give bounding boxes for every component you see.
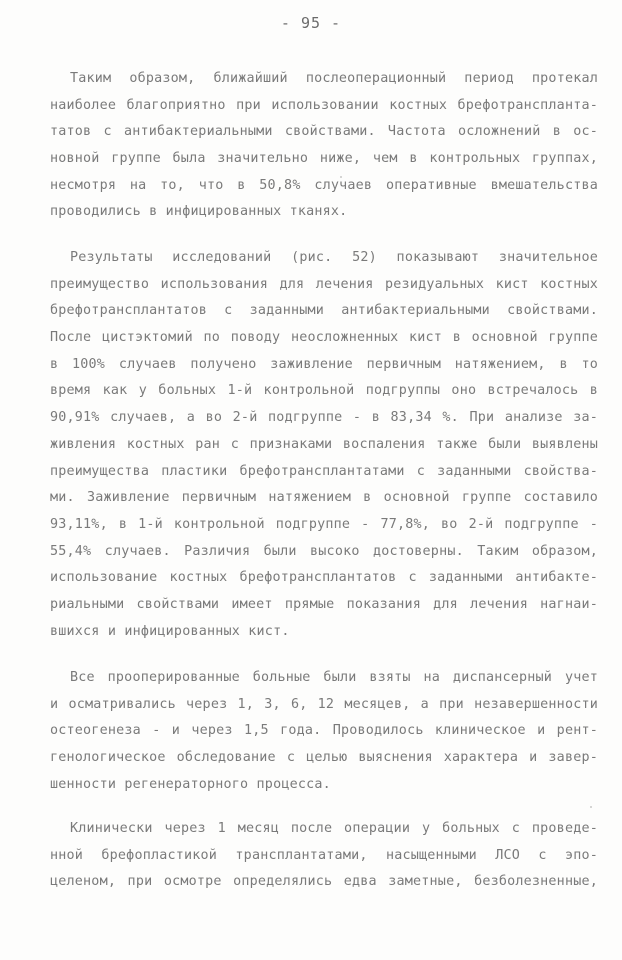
text-line: Таким образом, ближайший послеоперационный период протекал — [70, 71, 598, 86]
text-line: использование костных брефотрансплантатов с заданными антибакте- — [50, 570, 598, 586]
text-line: целеном, при осмотре определялись едва заметные, безболезненные, — [50, 874, 598, 890]
text-line: живления костных ран с признаками воспаления также были выявлены — [50, 436, 598, 452]
text-line: татов с антибактериальными свойствами. Частота осложнений в ос- — [50, 124, 598, 140]
text-line: новной группе была значительно ниже, чем в контрольных группах, — [50, 151, 598, 167]
text-line: генологическое обследование с целью выяснения характера и завер- — [50, 750, 598, 766]
text-line: вшихся и инфицированных кист. — [50, 623, 290, 639]
scan-speck — [340, 176, 342, 178]
text-line: После цистэктомий по поводу неосложненных кист в основной группе — [50, 330, 598, 346]
text-line: несмотря на то, что в 50,8% случаев оперативные вмешательства — [50, 177, 598, 193]
text-line: Результаты исследований (рис. 52) показывают значительное — [70, 250, 598, 265]
text-line: и осматривались через 1, 3, 6, 12 месяцев, а при незавершенности — [50, 696, 598, 712]
text-line: 55,4% случаев. Различия были высоко достоверны. Таким образом, — [50, 543, 598, 559]
scan-speck — [590, 806, 592, 808]
text-line: 93,11%, в 1-й контрольной подгруппе - 77,8%, во 2-й подгруппе - — [50, 516, 598, 532]
text-line: остеогенеза - и через 1,5 года. Проводилось клиническое и рент- — [50, 723, 598, 739]
text-line: наиболее благоприятно при использовании костных брефотранспланта- — [50, 97, 598, 113]
text-line: 90,91% случаев, а во 2-й подгруппе - в 83,34 %. При анализе за- — [50, 410, 598, 426]
text-line: Все прооперированные больные были взяты на диспансерный учет — [70, 670, 598, 685]
paragraph-2 — [50, 245, 598, 645]
text-line: шенности регенераторного процесса. — [50, 776, 331, 792]
page-number: - 95 - — [280, 14, 342, 32]
text-line: брефотрансплантатов с заданными антибактериальными свойствами. — [50, 303, 598, 319]
paragraph-4 — [50, 816, 598, 896]
text-line: ми. Заживление первичным натяжением в основной группе составило — [50, 490, 598, 506]
text-line: время как у больных 1-й контрольной подгруппы оно встречалось в — [50, 383, 598, 399]
text-line: нной брефопластикой трансплантатами, насыщенными ЛСО с эпо- — [50, 847, 598, 863]
text-line: преимущество использования для лечения резидуальных кист костных — [50, 276, 598, 292]
text-line: проводились в инфицированных тканях. — [50, 204, 348, 220]
paragraph-1 — [50, 66, 598, 226]
text-line: риальными свойствами имеет прямые показания для лечения нагнаи- — [50, 596, 598, 612]
paragraph-3 — [50, 665, 598, 798]
text-line: Клинически через 1 месяц после операции у больных с проведе- — [70, 821, 598, 836]
text-line: преимущества пластики брефотрансплантатами с заданными свойства- — [50, 463, 598, 479]
text-line: в 100% случаев получено заживление первичным натяжением, в то — [50, 356, 598, 372]
